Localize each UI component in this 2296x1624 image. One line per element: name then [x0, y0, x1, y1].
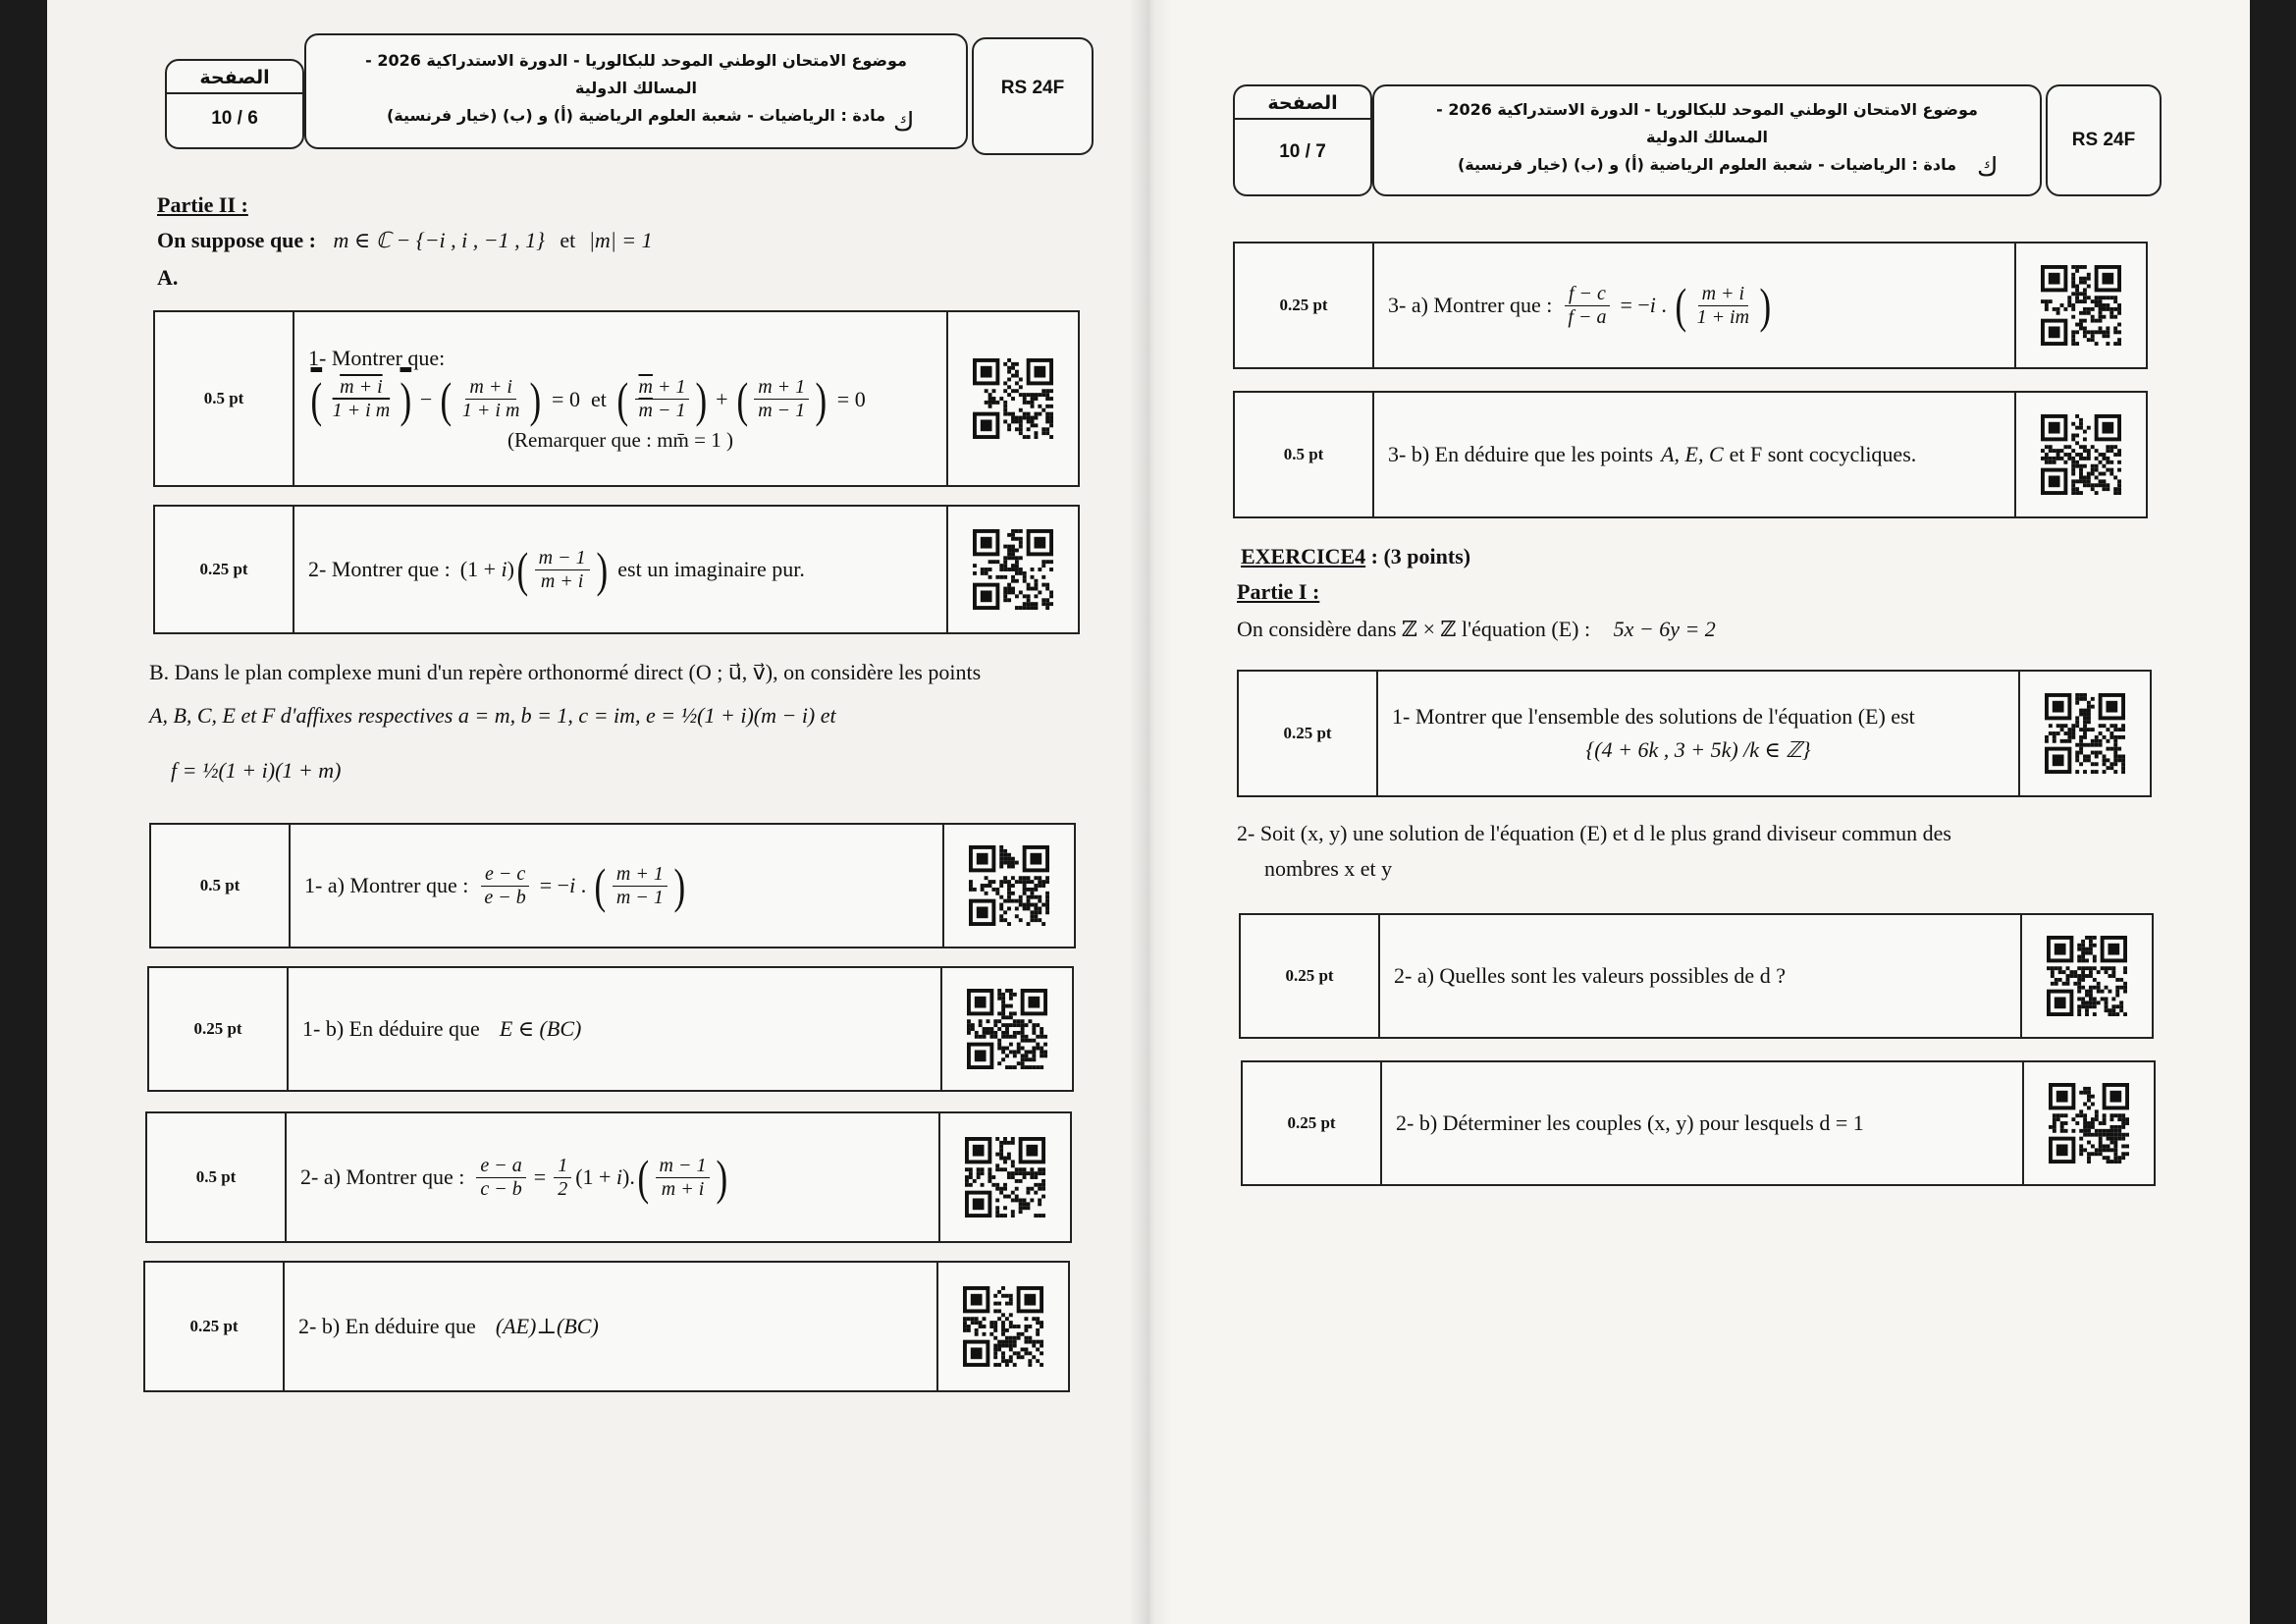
question-text: 1- Montrer que: [308, 345, 446, 370]
question-body [294, 507, 948, 632]
question-body [291, 825, 944, 947]
question-row [1233, 391, 2148, 518]
qr-code [2020, 672, 2150, 795]
hypothesis-line [157, 228, 653, 253]
qr-code [2022, 915, 2152, 1037]
question-text: 1- Montrer que l'ensemble des solutions de l'équation (E) est [1392, 704, 1915, 729]
solution-set: {(4 + 6k , 3 + 5k) /k ∈ ℤ} [1585, 737, 1811, 762]
page-number: 10 / 7 [1279, 141, 1326, 162]
exam-title-box [1372, 84, 2042, 196]
question-row [1237, 670, 2152, 797]
qr-code [2024, 1062, 2154, 1184]
qr-code [940, 1113, 1070, 1241]
question-math: A, E, C [1661, 442, 1724, 466]
question-text: 1- a) Montrer que : [304, 873, 469, 897]
question-body [1378, 672, 2020, 795]
page-label: الصفحة [1235, 86, 1370, 120]
question-text: 2- a) Quelles sont les valeurs possibles de d ? [1394, 963, 1786, 988]
question-row [1239, 913, 2154, 1039]
soit-line2: nombres x et y [1264, 856, 1393, 881]
exam-code: RS 24F [2071, 130, 2136, 150]
exam-title-line3: مادة : الرياضيات - شعبة العلوم الرياضية (أ) و (ب) (خيار فرنسية) [386, 106, 885, 125]
points-cell: 0.5 pt [1235, 393, 1374, 516]
signature-mark: ك [893, 108, 915, 137]
qr-code [942, 968, 1072, 1090]
exam-title-line1: موضوع الامتحان الوطني الموحد للبكالوريا - الدورة الاستدراكية 2026 - [365, 51, 907, 70]
qr-code [2016, 393, 2146, 516]
qr-code [948, 312, 1078, 485]
right-page [1150, 0, 2250, 1624]
question-text: 3- b) En déduire que les points [1388, 442, 1654, 466]
page-label: الصفحة [167, 61, 302, 94]
points-cell: 0.25 pt [1239, 672, 1378, 795]
question-body [1374, 244, 2016, 367]
hypothesis-label: On suppose que : [157, 228, 317, 252]
equation: 5x − 6y = 2 [1613, 617, 1716, 641]
question-row [147, 966, 1074, 1092]
question-row [1233, 242, 2148, 369]
points-cell: 0.5 pt [147, 1113, 287, 1241]
points-cell: 0.25 pt [155, 507, 294, 632]
section-b-line1: B. Dans le plan complexe muni d'un repère orthonormé direct (O ; u⃗, v⃗), on considère les points [149, 660, 982, 684]
question-row [145, 1111, 1072, 1243]
question-text: 1- b) En déduire que [302, 1016, 480, 1041]
question-formula: 2- a) Montrer que : $\frac{e - a}{c - b}$ = $\frac{1}{2}$ (1 + i). ( $\frac{m - 1}{m + i}$ ) [300, 1150, 728, 1205]
question-row [143, 1261, 1070, 1392]
points-cell: 0.25 pt [1235, 244, 1374, 367]
question-body [1374, 393, 2016, 516]
points-cell: 0.25 pt [145, 1263, 285, 1390]
section-a-label: A. [157, 265, 179, 290]
points-cell: 0.5 pt [155, 312, 294, 485]
points-cell: 0.5 pt [151, 825, 291, 947]
question-body [287, 1113, 940, 1241]
question-math: (AE)⊥(BC) [495, 1314, 599, 1338]
question-row [149, 823, 1076, 948]
question-math: E ∈ (BC) [499, 1016, 582, 1041]
question-row [1241, 1060, 2156, 1186]
question-row [153, 310, 1080, 487]
exercise-heading [1241, 544, 1470, 569]
exam-title-box [304, 33, 968, 149]
partie-title: Partie II : [157, 192, 248, 217]
page-number-box [1233, 84, 1372, 196]
page-number-box [165, 59, 304, 149]
question-remark: (Remarquer que : mm̄ = 1 ) [507, 427, 733, 452]
exercise-points: : (3 points) [1370, 544, 1471, 568]
hypothesis-math: m ∈ ℂ − {−i , i , −1 , 1} [333, 228, 545, 252]
question-formula [1388, 442, 2001, 467]
question-body [289, 968, 942, 1090]
qr-code [2016, 244, 2146, 367]
question-tail: est un imaginaire pur. [617, 557, 805, 581]
consider-line [1237, 617, 1716, 642]
signature-mark: ك [1977, 153, 1999, 183]
consider-text: On considère dans ℤ × ℤ l'équation (E) : [1237, 617, 1591, 641]
hypothesis-et: et [560, 228, 576, 252]
exam-code: RS 24F [1000, 78, 1065, 98]
question-formula: 1- a) Montrer que : $\frac{e - c}{e - b}$ = −i . ( $\frac{m + 1}{m - 1}$ ) [304, 858, 685, 913]
question-body [1382, 1062, 2024, 1184]
left-page [47, 0, 1150, 1624]
section-b-line3: f = ½(1 + i)(1 + m) [171, 758, 342, 783]
points-cell: 0.25 pt [149, 968, 289, 1090]
points-cell: 0.25 pt [1243, 1062, 1382, 1184]
question-formula: 3- a) Montrer que : $\frac{f - c}{f - a}$ = −i . ( $\frac{m + i}{1 + im}$ ) [1388, 278, 1772, 333]
question-body [294, 312, 948, 485]
exam-code-box [2046, 84, 2162, 196]
section-b-line2: A, B, C, E et F d'affixes respectives a = m, b = 1, c = im, e = ½(1 + i)(m − i) et [149, 703, 836, 728]
question-text: 2- Montrer que : [308, 557, 451, 581]
question-row [153, 505, 1080, 634]
qr-code [944, 825, 1074, 947]
soit-line1: 2- Soit (x, y) une solution de l'équation (E) et d le plus grand diviseur commun des [1237, 821, 1951, 845]
exam-title-line1: موضوع الامتحان الوطني الموحد للبكالوريا - الدورة الاستدراكية 2026 - [1436, 100, 1978, 119]
question-text: 2- b) Déterminer les couples (x, y) pour lesquels d = 1 [1396, 1110, 1864, 1135]
question-text: 2- a) Montrer que : [300, 1164, 465, 1189]
hypothesis-modulus: |m| = 1 [588, 228, 653, 252]
points-cell: 0.25 pt [1241, 915, 1380, 1037]
page-number: 10 / 6 [211, 108, 258, 129]
exam-title-line2: المسالك الدولية [575, 79, 697, 97]
question-formula [302, 1016, 927, 1042]
question-formula: 2- Montrer que : (1 + i) ( $\frac{m - 1}{m + i}$ ) est un imaginaire pur. [308, 542, 805, 597]
qr-code [938, 1263, 1068, 1390]
question-text: 2- b) En déduire que [298, 1314, 476, 1338]
exam-title-line2: المسالك الدولية [1646, 128, 1768, 146]
question-formula [298, 1314, 923, 1339]
partie-title: Partie I : [1237, 579, 1320, 604]
question-tail: et F sont cocycliques. [1729, 442, 1917, 466]
question-text: 3- a) Montrer que : [1388, 293, 1553, 317]
exercise-title: EXERCICE4 [1241, 544, 1366, 568]
question-body [285, 1263, 938, 1390]
exam-code-box [972, 37, 1094, 155]
question-body [1380, 915, 2022, 1037]
question-formula: ( $\frac{m + i}{\text{1 + i m}}$ ) − ( $\frac{m + i}{\text{1 + i m}}$ ) = 0 et ( $\frac{\overline{m} + 1}{\overline{m} - 1}$ ) + ( $\frac{m + 1}{m - 1}$ ) = 0 [310, 371, 866, 427]
exam-title-line3: مادة : الرياضيات - شعبة العلوم الرياضية (أ) و (ب) (خيار فرنسية) [1457, 155, 1956, 174]
qr-code [948, 507, 1078, 632]
